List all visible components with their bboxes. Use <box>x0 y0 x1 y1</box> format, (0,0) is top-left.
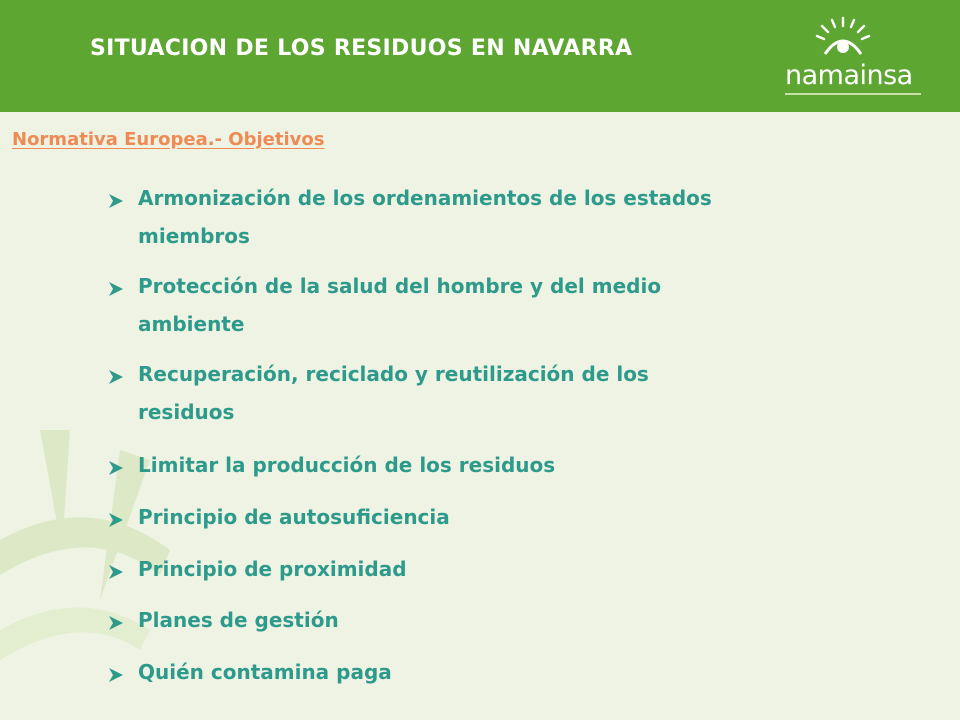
list-item <box>108 188 712 255</box>
list-item <box>108 455 555 484</box>
list-item-text-continued: ambiente <box>138 312 245 336</box>
section-subtitle: Normativa Europea.- Objetivos <box>12 129 325 150</box>
list-item <box>108 662 392 691</box>
list-item <box>108 559 407 588</box>
namainsa-logo <box>775 14 935 104</box>
arrowhead-bullet-icon <box>108 364 138 389</box>
list-item-text: Planes de gestión <box>138 608 339 632</box>
header-bar <box>0 0 960 112</box>
arrowhead-bullet-icon <box>108 507 138 532</box>
list-item-text-continued: residuos <box>138 400 235 424</box>
list-item-text: Principio de autosuficiencia <box>138 505 450 529</box>
list-item-text: Armonización de los ordenamientos de los estados <box>138 186 712 210</box>
arrowhead-bullet-icon <box>108 455 138 480</box>
arrowhead-bullet-icon <box>108 188 138 213</box>
arrowhead-bullet-icon <box>108 276 138 301</box>
list-item-text-continued: miembros <box>138 224 250 248</box>
list-item-text: Protección de la salud del hombre y del medio <box>138 274 662 298</box>
list-item-text: Limitar la producción de los residuos <box>138 453 556 477</box>
list-item-text: Quién contamina paga <box>138 660 392 684</box>
sun-gear-logo-icon <box>775 14 935 64</box>
list-item <box>108 610 339 639</box>
logo-wordmark: namainsa <box>785 60 913 91</box>
arrowhead-bullet-icon <box>108 559 138 584</box>
slide-title: SITUACION DE LOS RESIDUOS EN NAVARRA <box>90 36 633 61</box>
list-item <box>108 276 661 343</box>
logo-underline <box>785 93 921 95</box>
list-item-text: Recuperación, reciclado y reutilización de los <box>138 362 649 386</box>
list-item <box>108 364 649 431</box>
list-item-text: Principio de proximidad <box>138 557 407 581</box>
list-item <box>108 507 450 536</box>
arrowhead-bullet-icon <box>108 610 138 635</box>
arrowhead-bullet-icon <box>108 662 138 687</box>
